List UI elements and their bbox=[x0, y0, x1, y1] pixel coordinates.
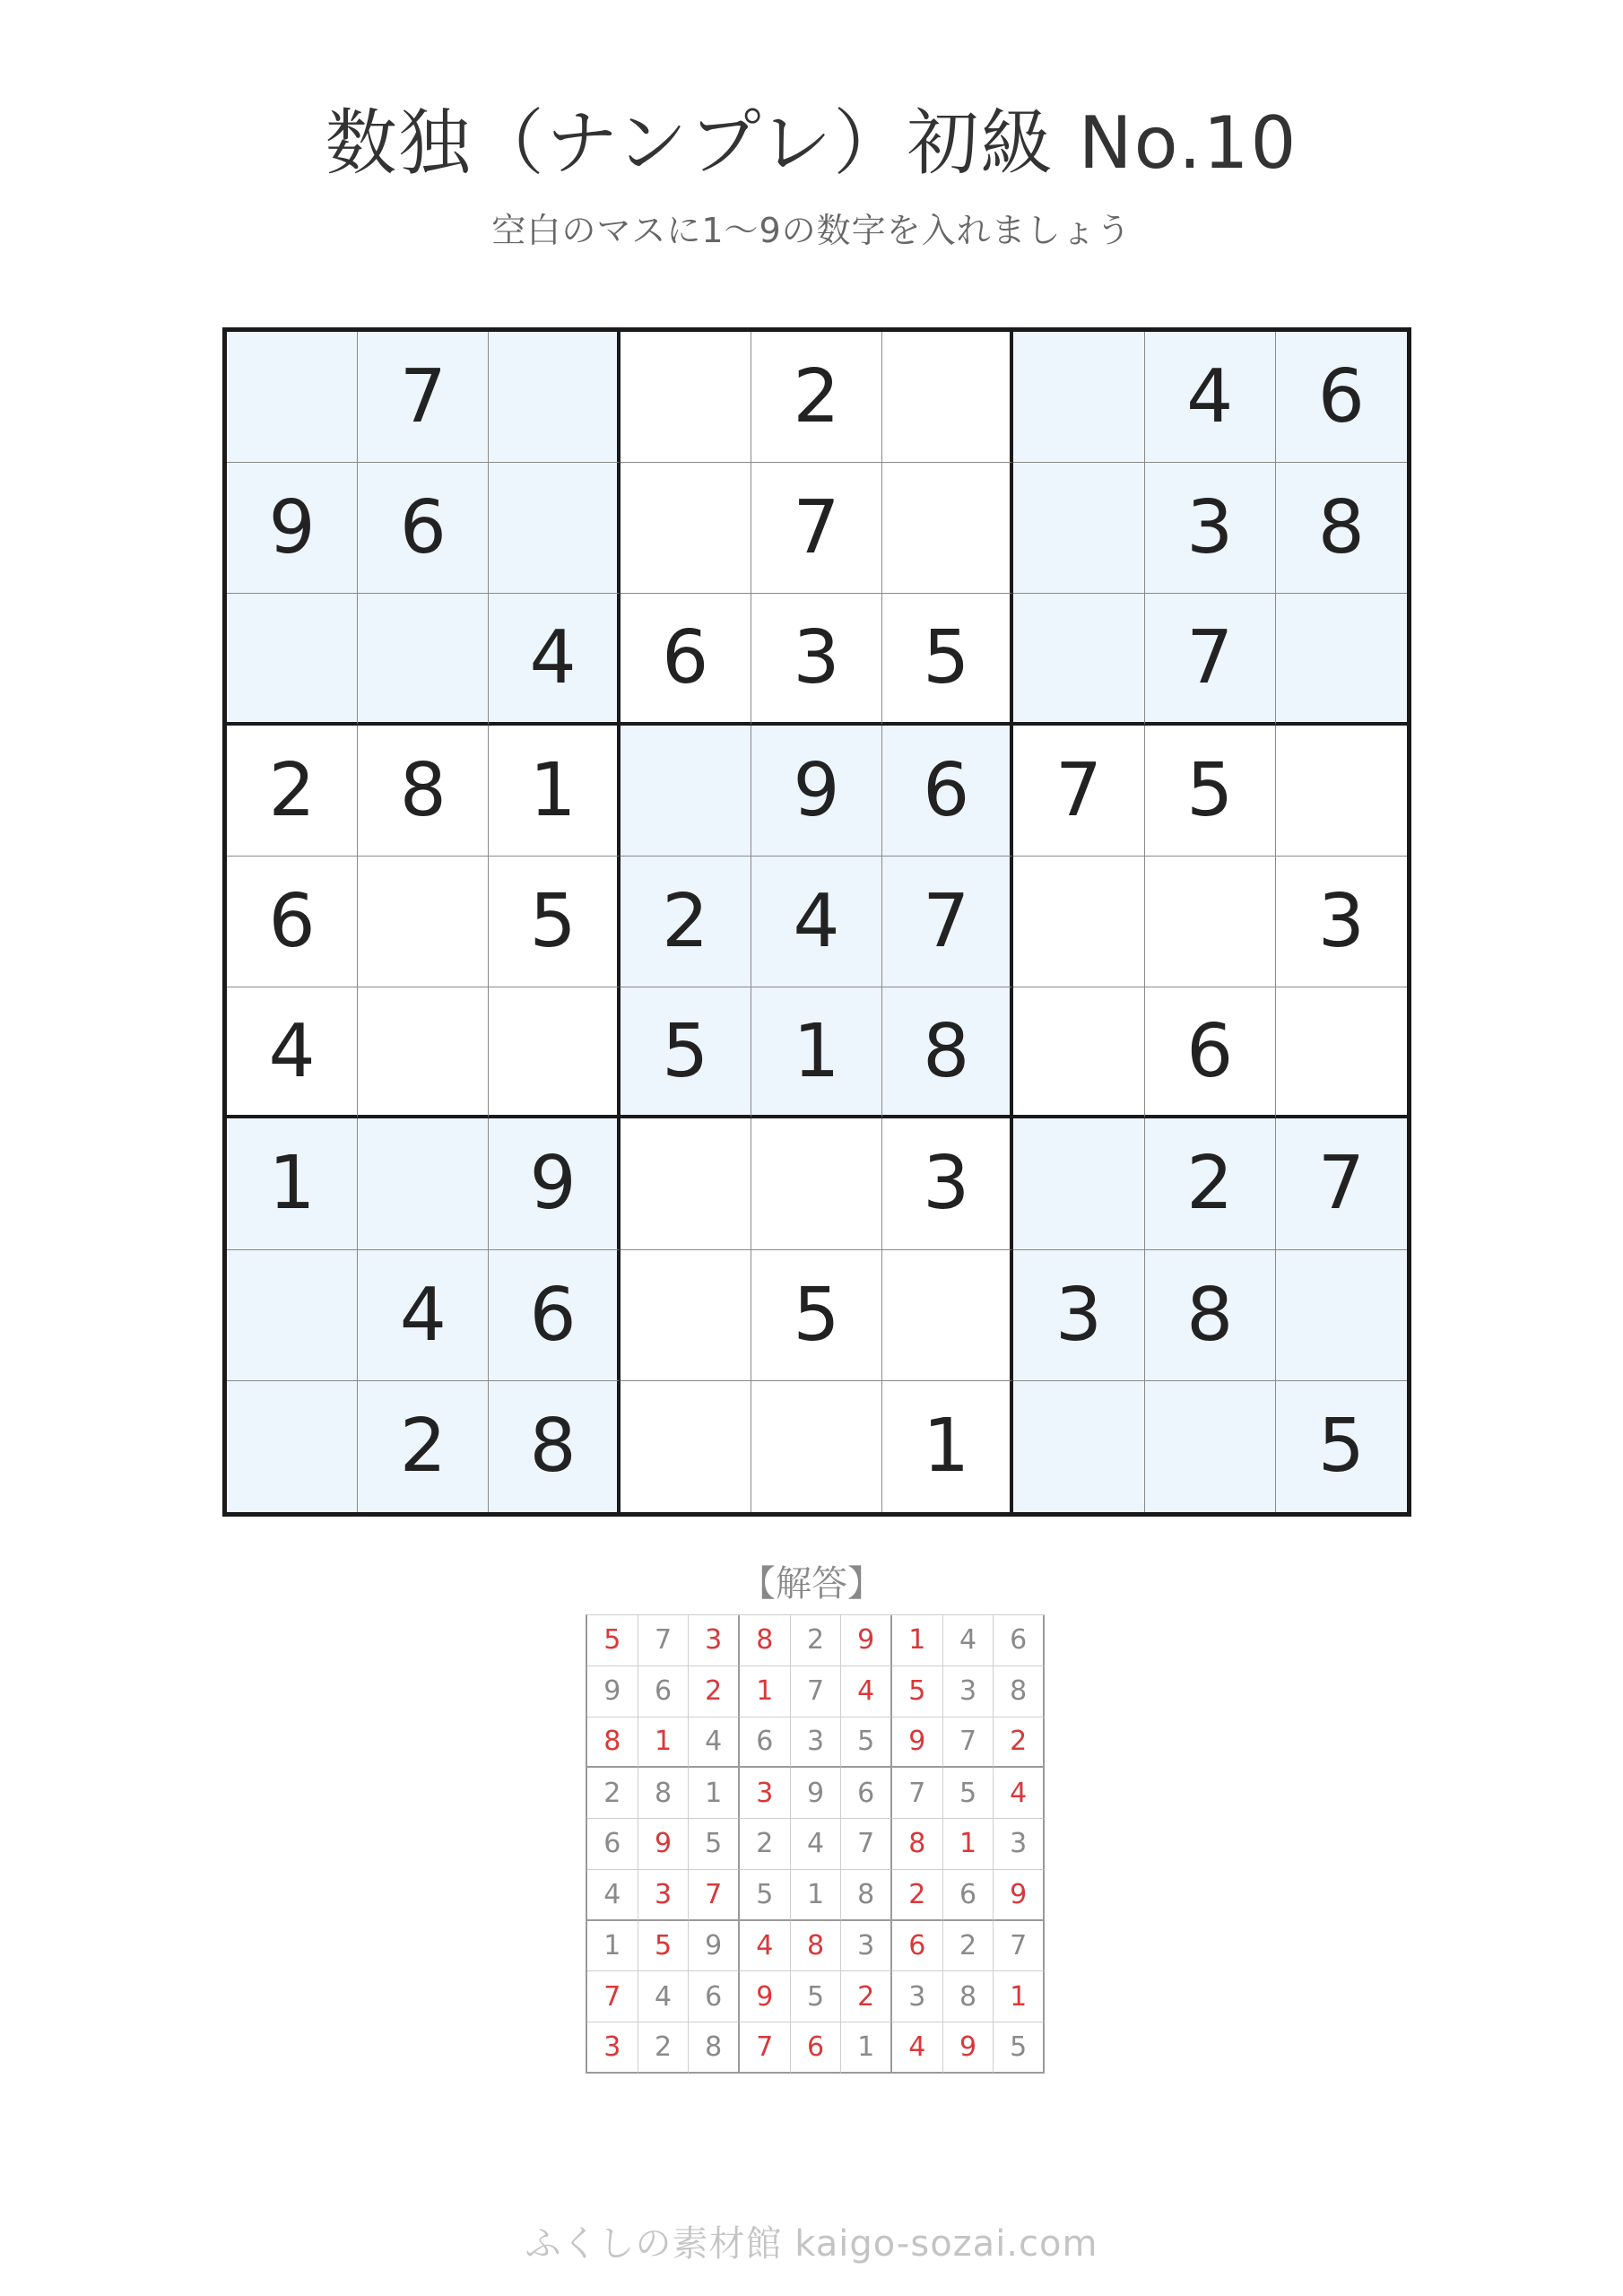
answer-filled-cell: 7 bbox=[689, 1870, 740, 1921]
answer-filled-cell: 2 bbox=[689, 1666, 740, 1718]
given-cell[interactable]: 8 bbox=[1145, 1250, 1276, 1381]
answer-filled-cell: 1 bbox=[994, 1971, 1045, 2022]
answer-given-cell: 3 bbox=[994, 1819, 1045, 1870]
answer-given-cell: 3 bbox=[841, 1921, 892, 1972]
answer-given-cell: 9 bbox=[587, 1666, 638, 1718]
answer-filled-cell: 4 bbox=[841, 1666, 892, 1718]
answer-filled-cell: 9 bbox=[841, 1615, 892, 1666]
answer-filled-cell: 6 bbox=[791, 2022, 842, 2074]
answer-filled-cell: 6 bbox=[892, 1921, 943, 1972]
given-cell[interactable]: 2 bbox=[621, 857, 751, 987]
answer-filled-cell: 5 bbox=[638, 1921, 690, 1972]
answer-filled-cell: 2 bbox=[841, 1971, 892, 2022]
answer-filled-cell: 3 bbox=[740, 1768, 791, 1819]
empty-cell[interactable] bbox=[1145, 857, 1276, 987]
answer-given-cell: 7 bbox=[841, 1819, 892, 1870]
given-cell[interactable]: 8 bbox=[1276, 463, 1407, 594]
answer-filled-cell: 9 bbox=[943, 2022, 994, 2074]
answer-given-cell: 2 bbox=[638, 2022, 690, 2074]
answer-filled-cell: 8 bbox=[740, 1615, 791, 1666]
answer-given-cell: 4 bbox=[638, 1971, 690, 2022]
answer-given-cell: 6 bbox=[740, 1718, 791, 1769]
answer-given-cell: 9 bbox=[689, 1921, 740, 1972]
answer-filled-cell: 4 bbox=[892, 2022, 943, 2074]
given-cell[interactable]: 2 bbox=[358, 1381, 489, 1512]
given-cell[interactable]: 1 bbox=[489, 726, 620, 857]
empty-cell[interactable] bbox=[1013, 1118, 1144, 1249]
empty-cell[interactable] bbox=[621, 463, 751, 594]
answer-given-cell: 6 bbox=[943, 1870, 994, 1921]
empty-cell[interactable] bbox=[489, 987, 620, 1118]
answer-given-cell: 1 bbox=[689, 1768, 740, 1819]
answer-given-cell: 5 bbox=[841, 1718, 892, 1769]
given-cell[interactable]: 6 bbox=[882, 726, 1013, 857]
empty-cell[interactable] bbox=[621, 1250, 751, 1381]
answer-given-cell: 7 bbox=[791, 1666, 842, 1718]
given-cell[interactable]: 7 bbox=[751, 463, 882, 594]
given-cell[interactable]: 5 bbox=[882, 594, 1013, 725]
answer-given-cell: 8 bbox=[943, 1971, 994, 2022]
empty-cell[interactable] bbox=[1276, 987, 1407, 1118]
empty-cell[interactable] bbox=[358, 857, 489, 987]
given-cell[interactable]: 5 bbox=[621, 987, 751, 1118]
empty-cell[interactable] bbox=[489, 463, 620, 594]
answer-given-cell: 2 bbox=[943, 1921, 994, 1972]
given-cell[interactable]: 4 bbox=[751, 857, 882, 987]
empty-cell[interactable] bbox=[621, 332, 751, 463]
answer-given-cell: 8 bbox=[689, 2022, 740, 2074]
given-cell[interactable]: 9 bbox=[489, 1118, 620, 1249]
given-cell[interactable]: 1 bbox=[751, 987, 882, 1118]
empty-cell[interactable] bbox=[227, 1250, 358, 1381]
answer-given-cell: 3 bbox=[791, 1718, 842, 1769]
answer-filled-cell: 4 bbox=[994, 1768, 1045, 1819]
answer-filled-cell: 1 bbox=[740, 1666, 791, 1718]
empty-cell[interactable] bbox=[1276, 726, 1407, 857]
answer-given-cell: 1 bbox=[841, 2022, 892, 2074]
given-cell[interactable]: 7 bbox=[1276, 1118, 1407, 1249]
given-cell[interactable]: 4 bbox=[358, 1250, 489, 1381]
answer-given-cell: 2 bbox=[791, 1615, 842, 1666]
given-cell[interactable]: 8 bbox=[882, 987, 1013, 1118]
given-cell[interactable]: 3 bbox=[1276, 857, 1407, 987]
page-title: 数独（ナンプレ）初級 No.10 bbox=[325, 101, 1298, 185]
empty-cell[interactable] bbox=[621, 1381, 751, 1512]
given-cell[interactable]: 5 bbox=[489, 857, 620, 987]
answer-filled-cell: 3 bbox=[689, 1615, 740, 1666]
sudoku-answer-grid bbox=[586, 1614, 1045, 2074]
given-cell[interactable]: 6 bbox=[621, 594, 751, 725]
empty-cell[interactable] bbox=[1276, 1250, 1407, 1381]
answer-given-cell: 7 bbox=[892, 1768, 943, 1819]
empty-cell[interactable] bbox=[227, 1381, 358, 1512]
answer-given-cell: 6 bbox=[689, 1971, 740, 2022]
given-cell[interactable]: 3 bbox=[1145, 463, 1276, 594]
given-cell[interactable]: 5 bbox=[1276, 1381, 1407, 1512]
given-cell[interactable]: 6 bbox=[1145, 987, 1276, 1118]
empty-cell[interactable] bbox=[358, 1118, 489, 1249]
empty-cell[interactable] bbox=[1013, 1381, 1144, 1512]
given-cell[interactable]: 5 bbox=[1145, 726, 1276, 857]
answer-given-cell: 5 bbox=[994, 2022, 1045, 2074]
answer-given-cell: 7 bbox=[994, 1921, 1045, 1972]
answer-given-cell: 3 bbox=[943, 1666, 994, 1718]
given-cell[interactable]: 7 bbox=[358, 332, 489, 463]
empty-cell[interactable] bbox=[227, 594, 358, 725]
answer-given-cell: 9 bbox=[791, 1768, 842, 1819]
answer-given-cell: 1 bbox=[587, 1921, 638, 1972]
page-instructions: 空白のマスに1〜9の数字を入れましょう bbox=[491, 211, 1132, 250]
answer-given-cell: 2 bbox=[587, 1768, 638, 1819]
empty-cell[interactable] bbox=[1013, 987, 1144, 1118]
answer-filled-cell: 7 bbox=[587, 1971, 638, 2022]
given-cell[interactable]: 5 bbox=[751, 1250, 882, 1381]
answer-filled-cell: 9 bbox=[740, 1971, 791, 2022]
given-cell[interactable]: 2 bbox=[1145, 1118, 1276, 1249]
footer-credit: ふくしの素材館 kaigo-sozai.com bbox=[525, 2223, 1098, 2265]
answer-given-cell: 8 bbox=[994, 1666, 1045, 1718]
answer-given-cell: 2 bbox=[740, 1819, 791, 1870]
answer-given-cell: 8 bbox=[841, 1870, 892, 1921]
given-cell[interactable]: 4 bbox=[1145, 332, 1276, 463]
answer-filled-cell: 5 bbox=[892, 1666, 943, 1718]
given-cell[interactable]: 3 bbox=[882, 1118, 1013, 1249]
given-cell[interactable]: 6 bbox=[358, 463, 489, 594]
answer-given-cell: 6 bbox=[638, 1666, 690, 1718]
empty-cell[interactable] bbox=[227, 332, 358, 463]
answer-given-cell: 4 bbox=[689, 1718, 740, 1769]
empty-cell[interactable] bbox=[882, 332, 1013, 463]
answer-filled-cell: 8 bbox=[791, 1921, 842, 1972]
empty-cell[interactable] bbox=[358, 987, 489, 1118]
empty-cell[interactable] bbox=[882, 463, 1013, 594]
empty-cell[interactable] bbox=[751, 1381, 882, 1512]
empty-cell[interactable] bbox=[621, 726, 751, 857]
answer-filled-cell: 3 bbox=[587, 2022, 638, 2074]
given-cell[interactable]: 1 bbox=[882, 1381, 1013, 1512]
answer-given-cell: 4 bbox=[587, 1870, 638, 1921]
given-cell[interactable]: 2 bbox=[227, 726, 358, 857]
answer-given-cell: 5 bbox=[689, 1819, 740, 1870]
answer-given-cell: 6 bbox=[587, 1819, 638, 1870]
answer-filled-cell: 2 bbox=[892, 1870, 943, 1921]
empty-cell[interactable] bbox=[621, 1118, 751, 1249]
answer-filled-cell: 8 bbox=[892, 1819, 943, 1870]
answer-given-cell: 6 bbox=[994, 1615, 1045, 1666]
answer-given-cell: 8 bbox=[638, 1768, 690, 1819]
answer-filled-cell: 4 bbox=[740, 1921, 791, 1972]
given-cell[interactable]: 6 bbox=[227, 857, 358, 987]
given-cell[interactable]: 8 bbox=[489, 1381, 620, 1512]
given-cell[interactable]: 2 bbox=[751, 332, 882, 463]
answer-filled-cell: 8 bbox=[587, 1718, 638, 1769]
given-cell[interactable]: 7 bbox=[1013, 726, 1144, 857]
answer-filled-cell: 1 bbox=[943, 1819, 994, 1870]
empty-cell[interactable] bbox=[882, 1250, 1013, 1381]
given-cell[interactable]: 7 bbox=[882, 857, 1013, 987]
answer-filled-cell: 1 bbox=[892, 1615, 943, 1666]
given-cell[interactable]: 3 bbox=[1013, 1250, 1144, 1381]
given-cell[interactable]: 9 bbox=[227, 463, 358, 594]
given-cell[interactable]: 4 bbox=[489, 594, 620, 725]
answer-given-cell: 5 bbox=[740, 1870, 791, 1921]
answer-given-cell: 4 bbox=[791, 1819, 842, 1870]
empty-cell[interactable] bbox=[1013, 594, 1144, 725]
answer-filled-cell: 9 bbox=[994, 1870, 1045, 1921]
answer-filled-cell: 9 bbox=[638, 1819, 690, 1870]
empty-cell[interactable] bbox=[1013, 857, 1144, 987]
given-cell[interactable]: 3 bbox=[751, 594, 882, 725]
answer-given-cell: 1 bbox=[791, 1870, 842, 1921]
answer-given-cell: 5 bbox=[791, 1971, 842, 2022]
empty-cell[interactable] bbox=[1145, 1381, 1276, 1512]
answer-filled-cell: 9 bbox=[892, 1718, 943, 1769]
sudoku-puzzle-grid bbox=[222, 327, 1411, 1517]
answer-filled-cell: 5 bbox=[587, 1615, 638, 1666]
given-cell[interactable]: 6 bbox=[489, 1250, 620, 1381]
given-cell[interactable]: 6 bbox=[1276, 332, 1407, 463]
answer-given-cell: 6 bbox=[841, 1768, 892, 1819]
answer-filled-cell: 2 bbox=[994, 1718, 1045, 1769]
empty-cell[interactable] bbox=[1276, 594, 1407, 725]
given-cell[interactable]: 7 bbox=[1145, 594, 1276, 725]
answer-filled-cell: 3 bbox=[638, 1870, 690, 1921]
empty-cell[interactable] bbox=[489, 332, 620, 463]
given-cell[interactable]: 4 bbox=[227, 987, 358, 1118]
empty-cell[interactable] bbox=[751, 1118, 882, 1249]
answer-filled-cell: 7 bbox=[740, 2022, 791, 2074]
given-cell[interactable]: 1 bbox=[227, 1118, 358, 1249]
answer-given-cell: 3 bbox=[892, 1971, 943, 2022]
empty-cell[interactable] bbox=[1013, 463, 1144, 594]
answer-given-cell: 7 bbox=[943, 1718, 994, 1769]
answer-given-cell: 7 bbox=[638, 1615, 690, 1666]
answer-filled-cell: 1 bbox=[638, 1718, 690, 1769]
answer-given-cell: 4 bbox=[943, 1615, 994, 1666]
answer-given-cell: 5 bbox=[943, 1768, 994, 1819]
given-cell[interactable]: 9 bbox=[751, 726, 882, 857]
answer-heading: 【解答】 bbox=[740, 1563, 883, 1605]
empty-cell[interactable] bbox=[358, 594, 489, 725]
given-cell[interactable]: 8 bbox=[358, 726, 489, 857]
empty-cell[interactable] bbox=[1013, 332, 1144, 463]
